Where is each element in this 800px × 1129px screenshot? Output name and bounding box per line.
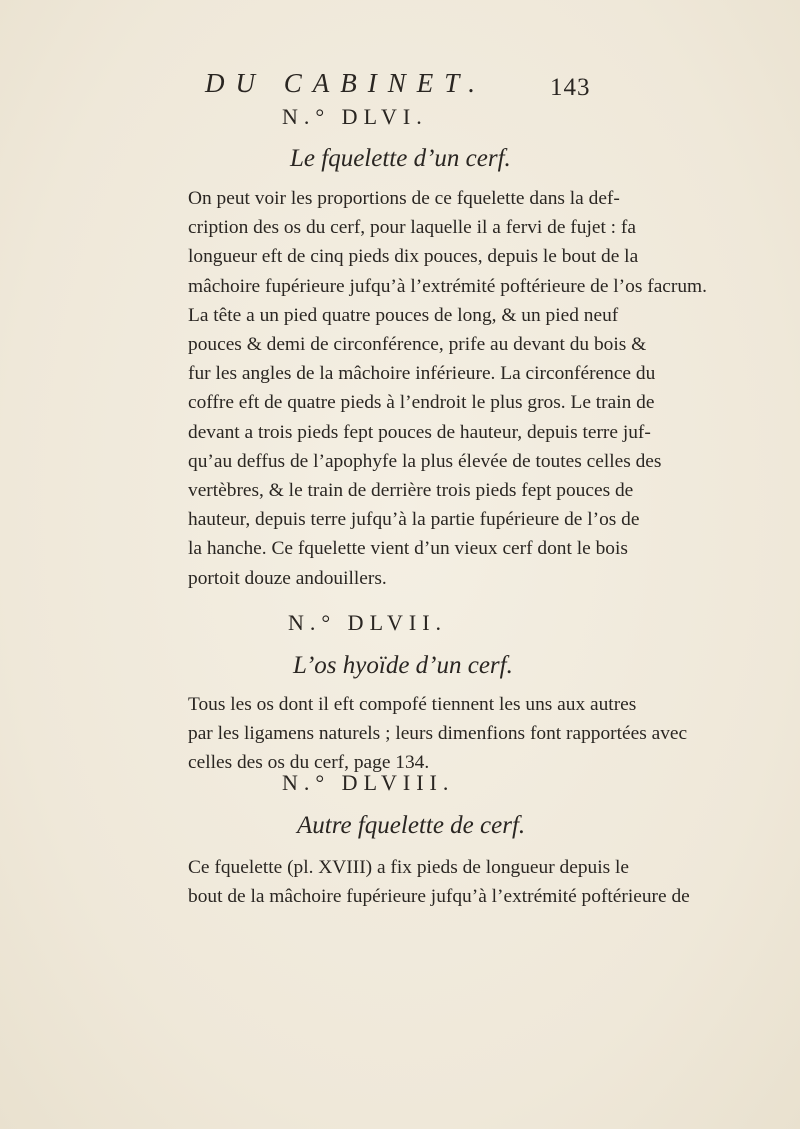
text-line: hauteur, depuis terre jufqu’à la partie fupérieure de l’os de <box>188 509 640 531</box>
text-line: pouces & demi de circonférence, prife au devant du bois & <box>188 334 647 356</box>
entry-paragraph <box>188 690 688 778</box>
entry-title: Le fquelette d’un cerf. <box>290 145 511 172</box>
entry-title: Autre fquelette de cerf. <box>297 812 526 839</box>
text-line: mâchoire fupérieure jufqu’à l’extrémité poftérieure de l’os facrum. <box>188 275 707 297</box>
text-line: celles des os du cerf, page 134. <box>188 752 430 774</box>
text-line: portoit douze andouillers. <box>188 567 387 589</box>
entry-number: N.° DLVI. <box>282 104 428 129</box>
entry-paragraph <box>188 853 690 911</box>
text-line: longueur eft de cinq pieds dix pouces, depuis le bout de la <box>188 246 639 268</box>
text-line: bout de la mâchoire fupérieure jufqu’à l’extrémité poftérieure de <box>188 886 690 908</box>
text-line: Ce fquelette (pl. XVIII) a fix pieds de longueur depuis le <box>188 857 629 878</box>
entry-paragraph <box>188 184 707 593</box>
text-line: vertèbres, & le train de derrière trois pieds fept pouces de <box>188 480 634 502</box>
text-line: Tous les os dont il eft compofé tiennent les uns aux autres <box>188 694 637 715</box>
text-line: devant a trois pieds fept pouces de hauteur, depuis terre juf- <box>188 421 651 443</box>
text-line: qu’au deffus de l’apophyfe la plus élevée de toutes celles des <box>188 450 662 472</box>
entry-number: N.° DLVII. <box>288 610 448 635</box>
entry-number: N.° DLVIII. <box>282 770 455 795</box>
running-head: DU CABINET. <box>205 68 486 98</box>
page-number: 143 <box>550 74 591 101</box>
text-line: par les ligamens naturels ; leurs dimenfions font rapportées avec <box>188 723 688 745</box>
text-line: la hanche. Ce fquelette vient d’un vieux cerf dont le bois <box>188 538 628 560</box>
text-line: coffre eft de quatre pieds à l’endroit le plus gros. Le train de <box>188 392 655 414</box>
text-line: cription des os du cerf, pour laquelle il a fervi de fujet : fa <box>188 217 636 239</box>
text-line: fur les angles de la mâchoire inférieure. La circonférence du <box>188 363 656 385</box>
text-line: On peut voir les proportions de ce fquelette dans la def- <box>188 188 620 209</box>
entry-title: L’os hyoïde d’un cerf. <box>293 652 513 679</box>
text-line: La tête a un pied quatre pouces de long, & un pied neuf <box>188 304 619 326</box>
